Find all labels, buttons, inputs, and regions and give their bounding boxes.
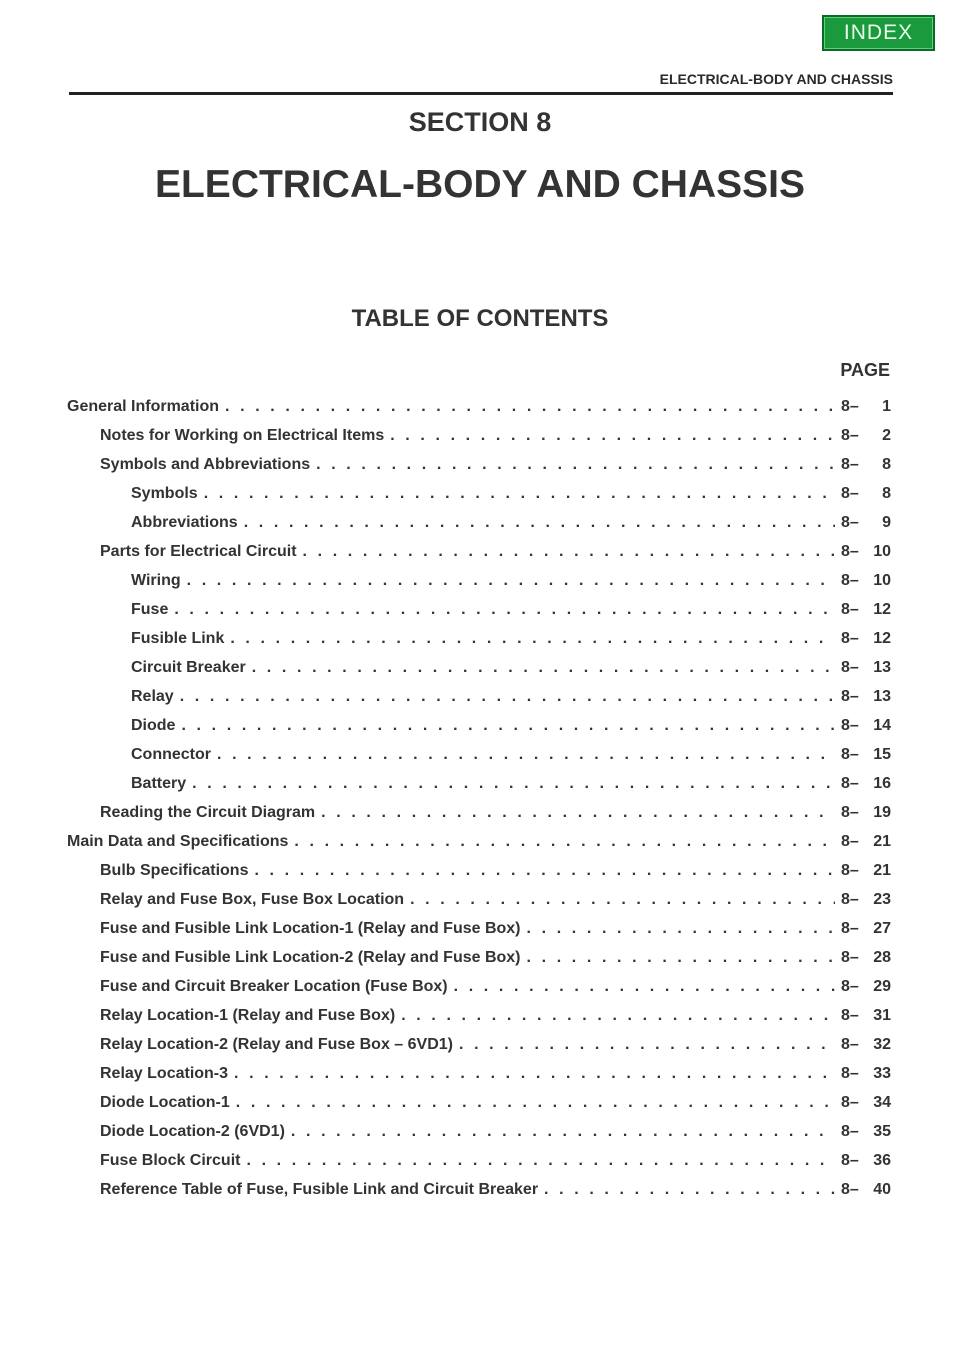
- toc-entry-page: [841, 711, 891, 740]
- toc-entry[interactable]: [0, 479, 960, 508]
- toc-entry[interactable]: [0, 1001, 960, 1030]
- toc-entry-label: Reference Table of Fuse, Fusible Link and Circuit Breaker: [100, 1181, 539, 1198]
- toc-entry-label: Parts for Electrical Circuit: [100, 543, 297, 560]
- dot-leader: [316, 450, 835, 479]
- dot-leader: [303, 537, 835, 566]
- toc-entry-page-number: 36: [873, 1152, 891, 1169]
- toc-entry-label: Relay Location-1 (Relay and Fuse Box): [100, 1007, 396, 1024]
- dot-leader: [527, 914, 835, 943]
- toc-entry-page-number: 1: [882, 398, 891, 415]
- toc-entry-section: 8–: [841, 659, 859, 676]
- dot-leader: [217, 740, 835, 769]
- dot-leader: [234, 1059, 835, 1088]
- toc-entry-page-number: 33: [873, 1065, 891, 1082]
- dot-leader: [230, 624, 835, 653]
- toc-entry-section: 8–: [841, 572, 859, 589]
- toc-entry-page: [841, 798, 891, 827]
- dot-leader: [174, 595, 835, 624]
- toc-entry-section: 8–: [841, 920, 859, 937]
- toc-entry-label: Fuse: [131, 601, 169, 618]
- dot-leader: [544, 1175, 835, 1204]
- toc-entry-page: [841, 769, 891, 798]
- dot-leader: [321, 798, 835, 827]
- toc-entry-label: Symbols: [131, 485, 198, 502]
- toc-entry[interactable]: [0, 943, 960, 972]
- toc-entry[interactable]: [0, 711, 960, 740]
- toc-entry-label: Notes for Working on Electrical Items: [100, 427, 385, 444]
- toc-entry-page: [841, 1117, 891, 1146]
- toc-entry-section: 8–: [841, 427, 859, 444]
- toc-entry-page: [841, 508, 891, 537]
- dot-leader: [192, 769, 835, 798]
- dot-leader: [180, 682, 835, 711]
- toc-entry-label: Abbreviations: [131, 514, 238, 531]
- toc-entry-page-number: 2: [882, 427, 891, 444]
- dot-leader: [390, 421, 835, 450]
- toc-entry-section: 8–: [841, 514, 859, 531]
- dot-leader: [254, 856, 835, 885]
- toc-entry[interactable]: [0, 740, 960, 769]
- toc-entry-section: 8–: [841, 1065, 859, 1082]
- toc-entry-page: [841, 972, 891, 1001]
- section-label: SECTION 8: [408, 107, 552, 137]
- toc-entry[interactable]: [0, 566, 960, 595]
- toc-entry-page-number: 19: [873, 804, 891, 821]
- toc-entry-section: 8–: [841, 688, 859, 705]
- toc-entry-page: [841, 1088, 891, 1117]
- toc-entry-page: [841, 421, 891, 450]
- toc-entry-page-number: 21: [873, 862, 891, 879]
- toc-entry[interactable]: [0, 1030, 960, 1059]
- page-column-label: PAGE: [840, 360, 890, 380]
- toc-entry[interactable]: [0, 392, 960, 421]
- toc-entry-page-number: 34: [873, 1094, 891, 1111]
- toc-entry-label: Symbols and Abbreviations: [100, 456, 311, 473]
- toc-entry-page-number: 27: [873, 920, 891, 937]
- header-divider: [69, 92, 893, 95]
- dot-leader: [459, 1030, 835, 1059]
- toc-entry-section: 8–: [841, 543, 859, 560]
- toc-entry-section: 8–: [841, 949, 859, 966]
- toc-entry-section: 8–: [841, 833, 859, 850]
- toc-entry-section: 8–: [841, 891, 859, 908]
- dot-leader: [236, 1088, 835, 1117]
- toc-entry-page-number: 13: [873, 659, 891, 676]
- dot-leader: [246, 1146, 835, 1175]
- running-header: ELECTRICAL-BODY AND CHASSIS: [659, 71, 893, 87]
- toc-entry-page: [841, 566, 891, 595]
- dot-leader: [181, 711, 835, 740]
- dot-leader: [187, 566, 835, 595]
- toc-entry[interactable]: [0, 1059, 960, 1088]
- toc-entry[interactable]: [0, 508, 960, 537]
- toc-entry-label: Main Data and Specifications: [67, 833, 289, 850]
- toc-entry-section: 8–: [841, 456, 859, 473]
- toc-entry-page-number: 14: [873, 717, 891, 734]
- toc-entry[interactable]: [0, 624, 960, 653]
- toc-entry-section: 8–: [841, 485, 859, 502]
- toc-entry[interactable]: [0, 769, 960, 798]
- toc-entry-section: 8–: [841, 601, 859, 618]
- toc-entry-page-number: 8: [882, 456, 891, 473]
- toc-entry-section: 8–: [841, 398, 859, 415]
- toc-entry-label: Wiring: [131, 572, 181, 589]
- toc-entry-page: [841, 827, 891, 856]
- toc-entry[interactable]: [0, 595, 960, 624]
- toc-entry[interactable]: [0, 1175, 960, 1204]
- dot-leader: [527, 943, 835, 972]
- toc-entry-page-number: 10: [873, 572, 891, 589]
- toc-entry-page: [841, 1146, 891, 1175]
- toc-entry-page-number: 8: [882, 485, 891, 502]
- dot-leader: [401, 1001, 835, 1030]
- toc-entry-section: 8–: [841, 1036, 859, 1053]
- toc-entry-label: Diode Location-1: [100, 1094, 230, 1111]
- toc-entry[interactable]: [0, 450, 960, 479]
- toc-entry-section: 8–: [841, 862, 859, 879]
- dot-leader: [204, 479, 835, 508]
- toc-entry-label: Relay and Fuse Box, Fuse Box Location: [100, 891, 405, 908]
- toc-entry-section: 8–: [841, 746, 859, 763]
- toc-entry-page: [841, 653, 891, 682]
- toc-entry-section: 8–: [841, 804, 859, 821]
- toc-entry-label: Circuit Breaker: [131, 659, 246, 676]
- dot-leader: [410, 885, 835, 914]
- toc-entry-section: 8–: [841, 978, 859, 995]
- dot-leader: [294, 827, 835, 856]
- toc-entry-page: [841, 914, 891, 943]
- page-title: ELECTRICAL-BODY AND CHASSIS: [154, 163, 806, 206]
- toc-entry-page-number: 35: [873, 1123, 891, 1140]
- toc-entry-page-number: 16: [873, 775, 891, 792]
- toc-entry-page: [841, 450, 891, 479]
- dot-leader: [252, 653, 835, 682]
- toc-entry-section: 8–: [841, 717, 859, 734]
- dot-leader: [454, 972, 835, 1001]
- dot-leader: [225, 392, 835, 421]
- toc-entry-label: Fuse and Fusible Link Location-2 (Relay and Fuse Box): [100, 949, 521, 966]
- toc-entry-page-number: 32: [873, 1036, 891, 1053]
- toc-entry-page: [841, 479, 891, 508]
- toc-entry-label: General Information: [67, 398, 220, 415]
- toc-entry-label: Reading the Circuit Diagram: [100, 804, 316, 821]
- toc-entry-label: Relay Location-2 (Relay and Fuse Box – 6VD1): [100, 1036, 453, 1053]
- toc-entry[interactable]: [0, 914, 960, 943]
- dot-leader: [291, 1117, 835, 1146]
- toc-entry-label: Battery: [131, 775, 187, 792]
- toc-entry-page-number: 10: [873, 543, 891, 560]
- toc-entry-page: [841, 740, 891, 769]
- toc-entry-page: [841, 682, 891, 711]
- dot-leader: [244, 508, 835, 537]
- toc-entry-label: Fuse and Circuit Breaker Location (Fuse Box): [100, 978, 448, 995]
- toc-entry-label: Fuse Block Circuit: [100, 1152, 241, 1169]
- toc-entry-section: 8–: [841, 1123, 859, 1140]
- toc-entry-page-number: 28: [873, 949, 891, 966]
- toc-entry-page-number: 23: [873, 891, 891, 908]
- toc-entry[interactable]: [0, 856, 960, 885]
- toc-entry-page: [841, 1059, 891, 1088]
- toc-entry-section: 8–: [841, 630, 859, 647]
- toc-entry-page: [841, 624, 891, 653]
- toc-entry-page-number: 12: [873, 601, 891, 618]
- toc-entry[interactable]: [0, 1088, 960, 1117]
- toc-entry-page-number: 13: [873, 688, 891, 705]
- table-of-contents: [0, 392, 960, 1204]
- toc-entry-page: [841, 392, 891, 421]
- toc-entry[interactable]: [0, 885, 960, 914]
- toc-entry-label: Bulb Specifications: [100, 862, 249, 879]
- toc-entry-page-number: 21: [873, 833, 891, 850]
- toc-entry[interactable]: [0, 653, 960, 682]
- toc-entry-label: Relay: [131, 688, 174, 705]
- toc-entry-section: 8–: [841, 1007, 859, 1024]
- toc-entry-label: Relay Location-3: [100, 1065, 229, 1082]
- toc-entry-page-number: 12: [873, 630, 891, 647]
- toc-entry-section: 8–: [841, 1094, 859, 1111]
- toc-entry[interactable]: [0, 682, 960, 711]
- toc-entry-label: Fuse and Fusible Link Location-1 (Relay and Fuse Box): [100, 920, 521, 937]
- toc-entry-page: [841, 1001, 891, 1030]
- toc-entry-section: 8–: [841, 775, 859, 792]
- toc-entry-page: [841, 1175, 891, 1204]
- toc-entry-page: [841, 885, 891, 914]
- toc-entry[interactable]: [0, 798, 960, 827]
- toc-heading: TABLE OF CONTENTS: [351, 305, 609, 332]
- toc-entry[interactable]: [0, 421, 960, 450]
- toc-entry-page: [841, 537, 891, 566]
- toc-entry[interactable]: [0, 1117, 960, 1146]
- toc-entry-label: Fusible Link: [131, 630, 225, 647]
- toc-entry-page-number: 31: [873, 1007, 891, 1024]
- toc-entry[interactable]: [0, 537, 960, 566]
- toc-entry-page-number: 9: [882, 514, 891, 531]
- toc-entry-section: 8–: [841, 1181, 859, 1198]
- toc-entry[interactable]: [0, 1146, 960, 1175]
- toc-entry-page: [841, 595, 891, 624]
- toc-entry-label: Diode Location-2 (6VD1): [100, 1123, 285, 1140]
- toc-entry-label: Diode: [131, 717, 176, 734]
- toc-entry-page-number: 15: [873, 746, 891, 763]
- index-button[interactable]: INDEX: [822, 15, 935, 51]
- toc-entry-page: [841, 943, 891, 972]
- toc-entry-label: Connector: [131, 746, 211, 763]
- toc-entry-page-number: 40: [873, 1181, 891, 1198]
- toc-entry-section: 8–: [841, 1152, 859, 1169]
- toc-entry-page-number: 29: [873, 978, 891, 995]
- toc-entry-page: [841, 1030, 891, 1059]
- toc-entry[interactable]: [0, 827, 960, 856]
- toc-entry[interactable]: [0, 972, 960, 1001]
- toc-entry-page: [841, 856, 891, 885]
